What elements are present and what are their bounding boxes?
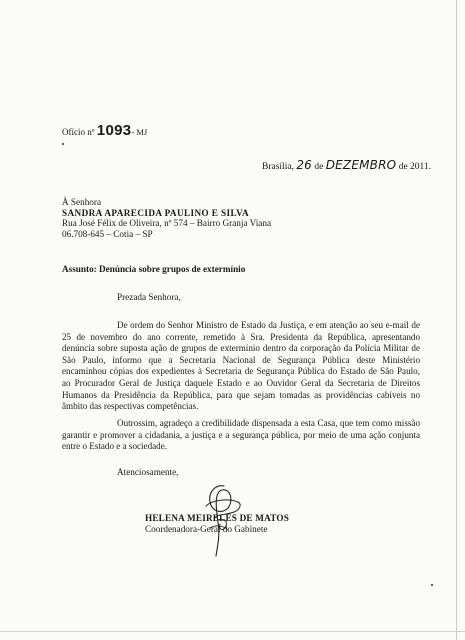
body-paragraph-2	[62, 418, 420, 453]
paragraph-line: De ordem do Senhor Ministro de Estado da Justiça, e em atenção ao seu e-mail de	[117, 320, 420, 330]
paragraph-line: âmbito das respectivas competências.	[62, 401, 199, 412]
date-de-1: de	[314, 162, 324, 172]
date-year: 2011.	[410, 162, 432, 172]
subject-line: Assunto: Denúncia sobre grupos de extermínio	[62, 264, 246, 274]
oficio-label: Ofício nº	[62, 127, 95, 137]
paragraph-line: garantir e promover a cidadania, a justiça e a segurança pública, por meio de uma ação conjunta	[62, 429, 420, 440]
paragraph-line: São Paulo, informo que a Secretaria Nacional de Segurança Pública deste Ministério	[62, 354, 420, 365]
date-city: Brasília,	[262, 162, 294, 172]
body-paragraph-1	[62, 320, 420, 413]
paragraph-line: entre o Estado e a sociedade.	[62, 441, 168, 452]
paragraph-line: encaminhou cópias dos expedientes à Secretaria de Segurança Pública do Estado de São Paulo,	[62, 366, 420, 377]
paragraph-line: 25 de novembro do ano corrente, remetido à Sra. Presidenta da República, apresentando	[62, 331, 420, 342]
paragraph-line: ao Procurador Geral de Justiça daquele Estado e ao Ouvidor Geral da Secretaria de Direitos	[62, 377, 420, 388]
addressee-city: 06.708-645 – Cotia – SP	[62, 228, 153, 239]
scan-speck	[431, 584, 433, 586]
paragraph-line: Outrossim, agradeço a credibilidade dispensada a esta Casa, que tem como missão	[117, 418, 420, 428]
oficio-heading	[62, 122, 147, 139]
scan-edge-bottom	[0, 631, 465, 632]
paragraph-line: Humanos da Presidência da República, para que sejam tomadas as providências cabíveis no	[62, 389, 420, 400]
oficio-number: 1093	[96, 122, 132, 139]
scan-speck	[62, 143, 64, 145]
addressee-street: Rua José Félix de Oliveira, nº 574 – Bairro Granja Viana	[62, 218, 272, 229]
date-day: 26	[296, 158, 312, 172]
closing: Atenciosamente,	[117, 467, 179, 477]
date-month: DEZEMBRO	[325, 158, 397, 172]
signatory-role: Coordenadora-Geral do Gabinete	[145, 524, 268, 534]
addressee-name: SANDRA APARECIDA PAULINO E SILVA	[62, 207, 250, 218]
addressee-salutation: À Senhora	[62, 197, 102, 207]
greeting: Prezada Senhora,	[117, 292, 181, 302]
paragraph-line: denúncia sobre suposta ação de grupos de extermínio dentro da corporação da Polícia Militar de	[62, 343, 420, 354]
date-de-2: de	[398, 162, 408, 172]
signatory-name: HELENA MEIRELES DE MATOS	[145, 513, 290, 523]
scan-edge-right	[456, 0, 457, 640]
oficio-suffix: - MJ	[131, 127, 148, 137]
addressee-block	[62, 197, 271, 239]
date-line	[262, 158, 431, 172]
